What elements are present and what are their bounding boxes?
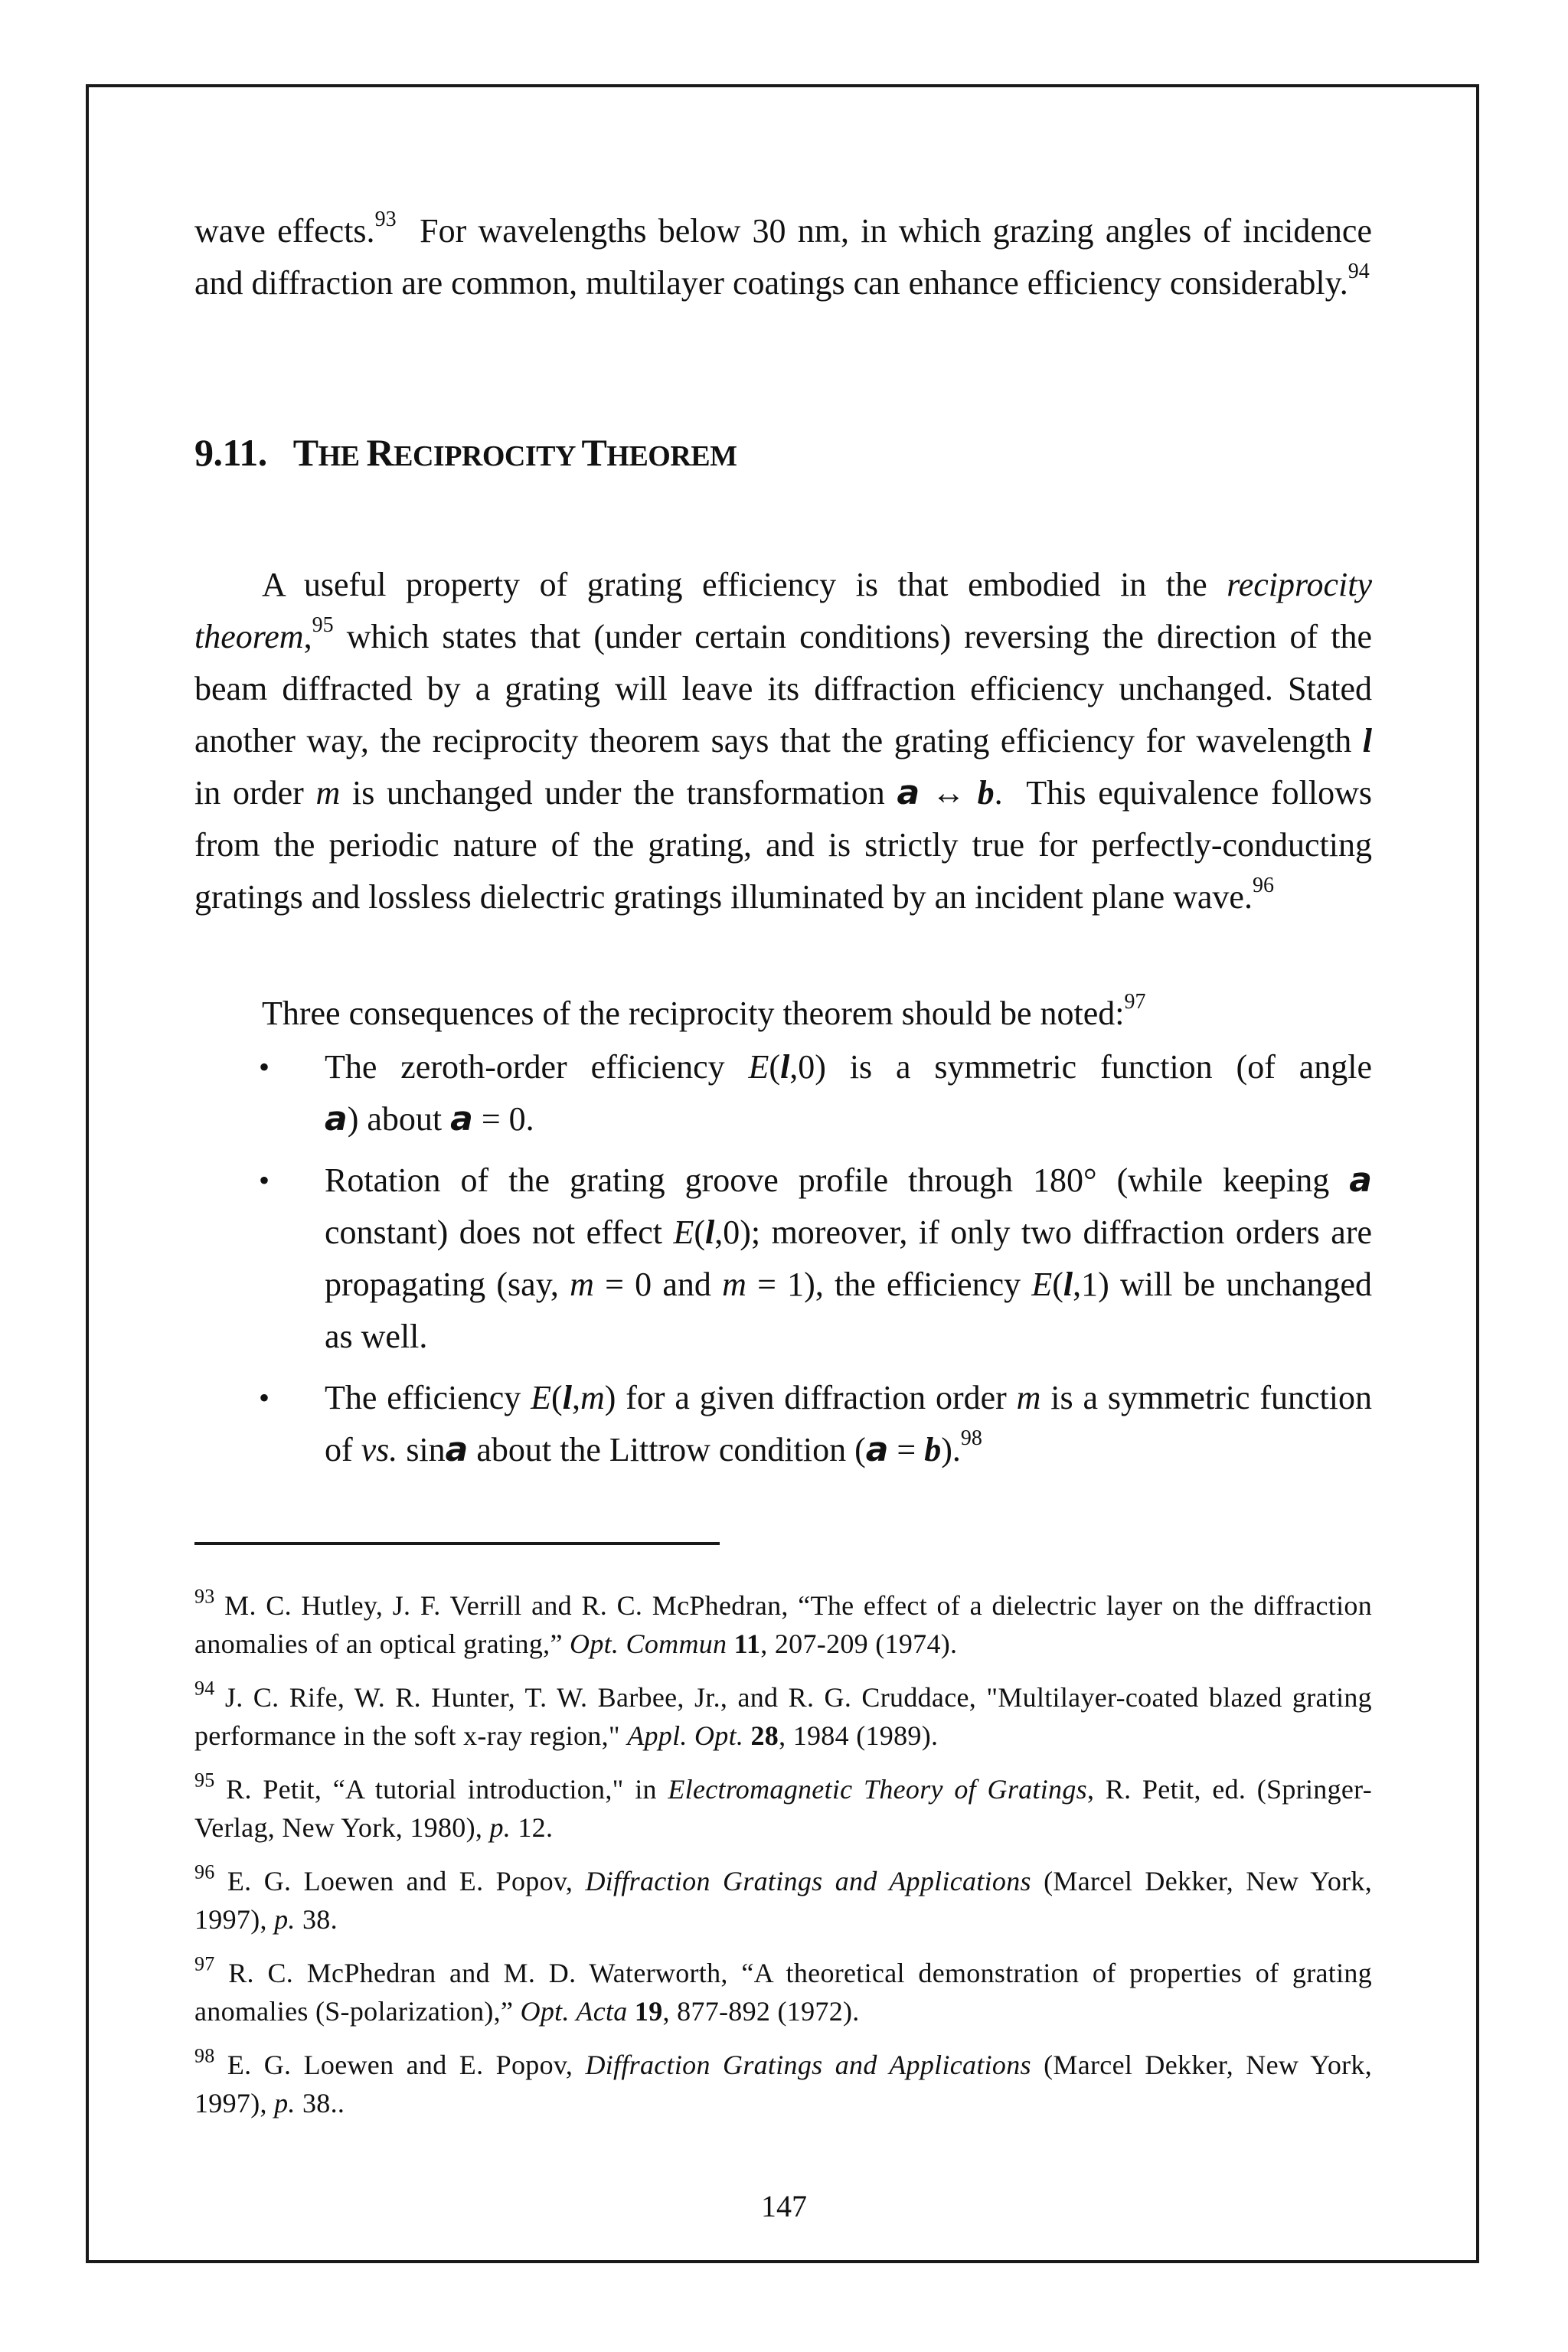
- consequences-list: [194, 1041, 1372, 1476]
- bullet-icon: •: [259, 1380, 270, 1415]
- footnote-separator: [194, 1542, 720, 1545]
- footnote-ref-93[interactable]: 93: [374, 207, 397, 231]
- footnote-ref-95[interactable]: 95: [312, 613, 334, 637]
- bullet-icon: •: [259, 1163, 270, 1197]
- footnote-94: $^{94}$ J. C. Rife, W. R. Hunter, T. W. Barbee, Jr., and R. G. Cruddace, "Multilayer-coated blazed grating performance in the soft x-ray region," Appl. Opt. 28, 1984 (1989).: [194, 1677, 1372, 1751]
- footnote-97: $^{97}$ R. C. McPhedran and M. D. Waterworth, “A theoretical demonstration of properties of grating anomalies (S-polarization),” Opt. Acta 19, 877-892 (1972).: [194, 1952, 1372, 2027]
- footnote-ref-98[interactable]: 98: [960, 1426, 982, 1450]
- section-heading: 9.11. THE RECIPROCITY THEOREM: [194, 431, 737, 474]
- beta-symbol: b: [977, 774, 995, 812]
- footnotes: [194, 1586, 1372, 2138]
- reciprocity-paragraph: A useful property of grating efficiency is that embodied in the reciprocity theorem,$^{95}$ which states that (under certain conditions) reversing the direction of the beam diffracted by a grating will leave its diffraction efficiency unchanged. Stated another way, the reciprocity theorem says that the grating efficiency for wavelength l in order m is unchanged under the transformation a ↔ b. This equivalence follows from the periodic nature of the grating, and is strictly true for perfectly-conducting gratings and lossless dielectric gratings illuminated by an incident plane wave.$^{96}$: [194, 566, 1381, 916]
- list-item: • The efficiency E(l,m) for a given diffraction order m is a symmetric function of vs. sina about the Littrow condition (a = b).$^{98}$: [194, 1372, 1372, 1476]
- lambda-symbol: l: [1362, 722, 1372, 760]
- page-number: 147: [761, 2189, 807, 2223]
- footnote-ref-94[interactable]: 94: [1348, 260, 1370, 283]
- footnote-93: $^{93}$ M. C. Hutley, J. F. Verrill and R. C. McPhedran, “The effect of a dielectric layer on the diffraction anomalies of an optical grating,” Opt. Commun 11, 207-209 (1974).: [194, 1585, 1372, 1659]
- intro-paragraph: wave effects.$^{93}$ For wavelengths below 30 nm, in which grazing angles of incidence and diffraction are common, multilayer coatings can enhance efficiency considerably.$^{94}$: [194, 207, 1380, 302]
- alpha-symbol: a: [897, 773, 920, 812]
- bullet-icon: •: [259, 1050, 270, 1084]
- footnote-ref-96[interactable]: 96: [1252, 874, 1274, 897]
- list-item: • Rotation of the grating groove profile through 180° (while keeping a constant) does not effect E(l,0); moreover, if only two diffraction orders are propagating (say, m = 0 and m = 1), the efficiency E(l,1) will be unchanged as well.: [194, 1155, 1372, 1363]
- list-item: • The zeroth-order efficiency E(l,0) is a symmetric function (of angle a) about a = 0.: [194, 1041, 1372, 1145]
- consequences-intro: Three consequences of the reciprocity theorem should be noted:$^{97}$: [262, 990, 1146, 1032]
- footnote-ref-97[interactable]: 97: [1124, 990, 1146, 1014]
- footnote-95: $^{95}$ R. Petit, “A tutorial introduction," in Electromagnetic Theory of Gratings, R. Petit, ed. (Springer-Verlag, New York, 1980), p. 12.: [194, 1769, 1373, 1843]
- footnote-96: $^{96}$ E. G. Loewen and E. Popov, Diffraction Gratings and Applications (Marcel Dekker, New York, 1997), p. 38.: [194, 1860, 1373, 1935]
- footnote-98: $^{98}$ E. G. Loewen and E. Popov, Diffraction Gratings and Applications (Marcel Dekker, New York, 1997), p. 38..: [194, 2044, 1373, 2118]
